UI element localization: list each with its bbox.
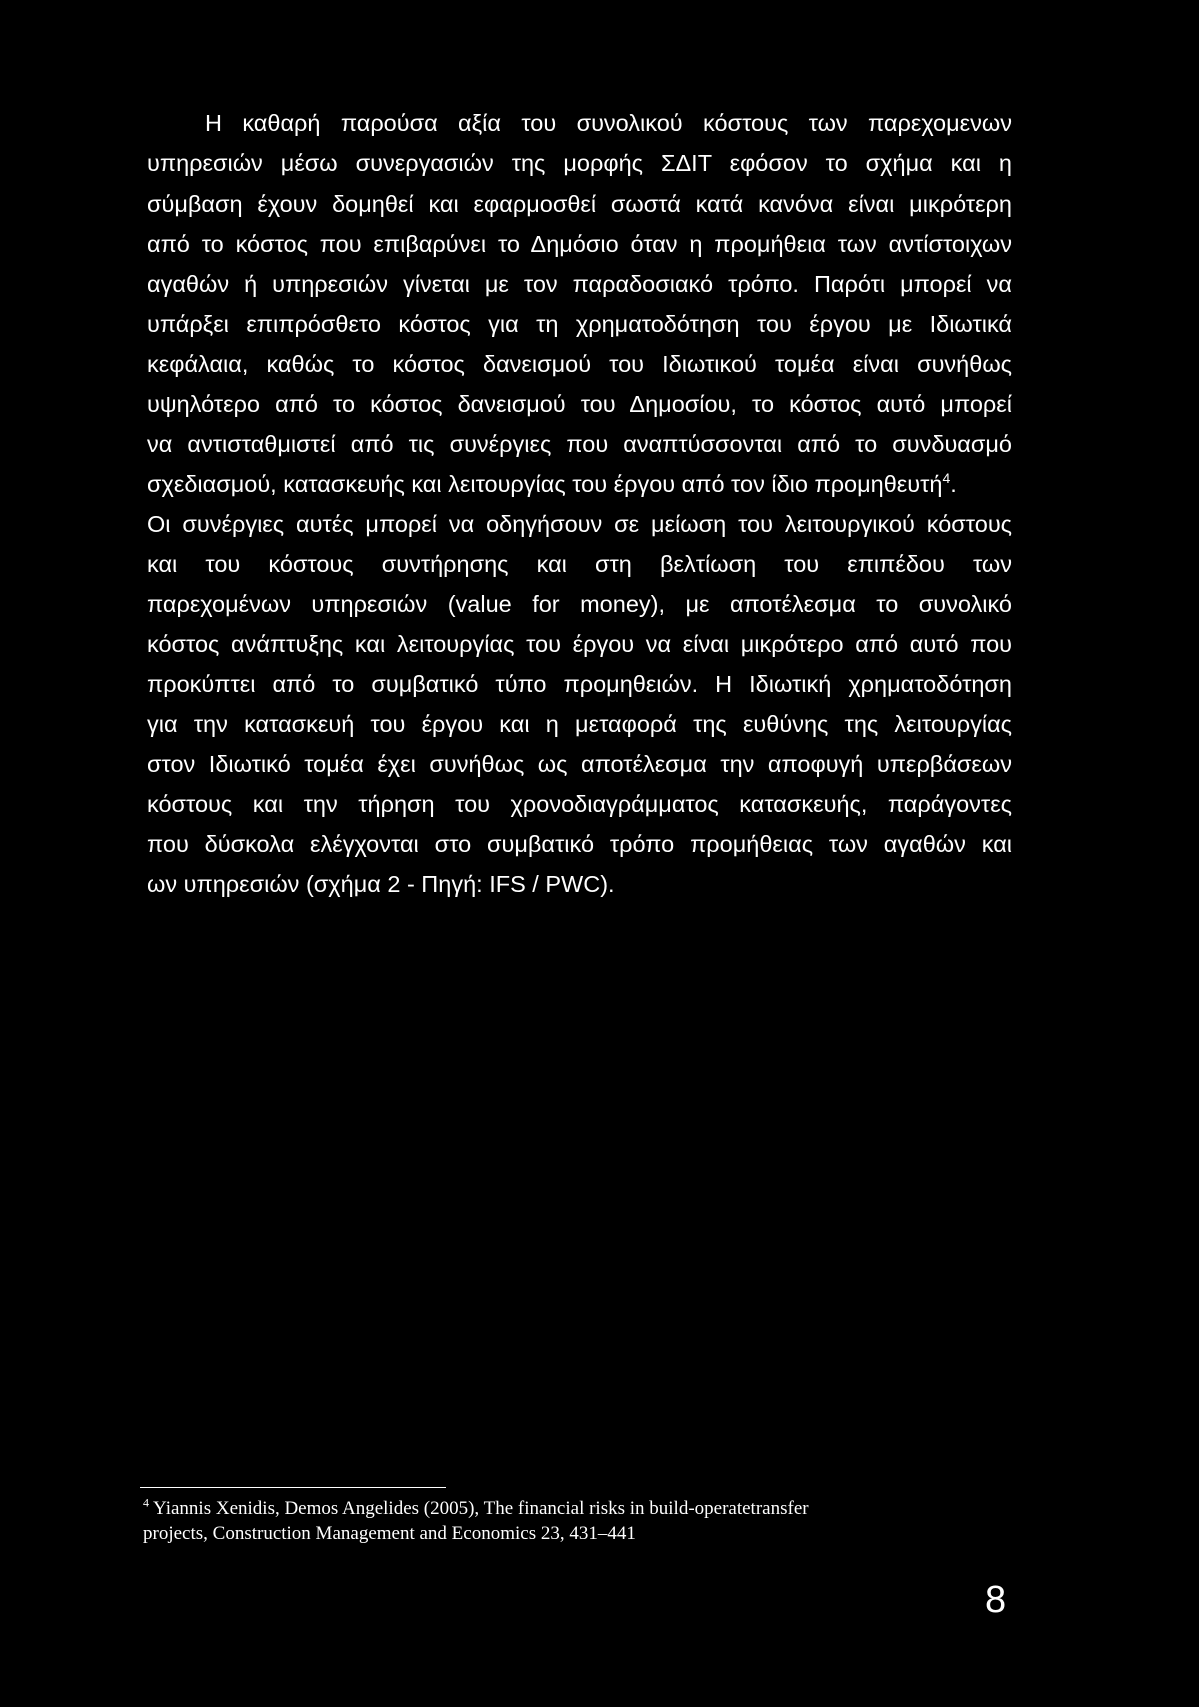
paragraph-line-10: [147, 466, 1012, 502]
paragraph-line-10-text: σχεδιασμού, κατασκευής και λειτουργίας του έργου από τον ίδιο προμηθευτή: [147, 471, 943, 497]
paragraph-line-8: υψηλότερο από το κόστος δανεισμού του Δημοσίου, το κόστος αυτό μπορεί: [147, 391, 1012, 417]
paragraph-line-3: σύμβαση έχουν δομηθεί και εφαρμοσθεί σωστά κατά κανόνα είναι μικρότερη: [147, 191, 1012, 217]
paragraph-line-20: ων υπηρεσιών (σχήμα 2 - Πηγή: IFS / PWC).: [147, 871, 615, 897]
footnote-reference-suffix: .: [950, 471, 957, 497]
paragraph-line-4: από το κόστος που επιβαρύνει το Δημόσιο όταν η προμήθεια των αντίστοιχων: [147, 231, 1012, 257]
page-number: 8: [985, 1579, 1007, 1621]
paragraph-line-7: κεφάλαια, καθώς το κόστος δανεισμού του Ιδιωτικού τομέα είναι συνήθως: [147, 351, 1012, 377]
paragraph-line-19: που δύσκολα ελέγχονται στο συμβατικό τρόπο προμήθειας των αγαθών και: [147, 831, 1012, 857]
footnote-line-2: projects, Construction Management and Economics 23, 431–441: [143, 1523, 636, 1544]
paragraph-line-6: υπάρξει επιπρόσθετο κόστος για τη χρηματοδότηση του έργου με Ιδιωτικά: [147, 311, 1012, 337]
paragraph-line-5: αγαθών ή υπηρεσιών γίνεται με τον παραδοσιακό τρόπο. Παρότι μπορεί να: [147, 271, 1012, 297]
paragraph-line-16: για την κατασκευή του έργου και η μεταφορά της ευθύνης της λειτουργίας: [147, 711, 1012, 737]
paragraph-line-9: να αντισταθμιστεί από τις συνέργιες που αναπτύσσονται από το συνδυασμό: [147, 431, 1012, 457]
footnote-line-1: [143, 1497, 1013, 1521]
paragraph-line-2: υπηρεσιών μέσω συνεργασιών της μορφής ΣΔΙΤ εφόσον το σχήμα και η: [147, 150, 1012, 176]
paragraph-line-1: Η καθαρή παρούσα αξία του συνολικού κόστους των παρεχομενων: [205, 110, 1012, 136]
footnote-number: 4: [143, 1495, 149, 1510]
paragraph-line-12: και του κόστους συντήρησης και στη βελτίωση του επιπέδου των: [147, 551, 1012, 577]
paragraph-line-15: προκύπτει από το συμβατικό τύπο προμηθειών. Η Ιδιωτική χρηματοδότηση: [147, 671, 1012, 697]
paragraph-line-17: στον Ιδιωτικό τομέα έχει συνήθως ως αποτέλεσμα την αποφυγή υπερβάσεων: [147, 751, 1012, 777]
paragraph-line-14: κόστος ανάπτυξης και λειτουργίας του έργου να είναι μικρότερο από αυτό που: [147, 631, 1012, 657]
footnote-reference[interactable]: 4: [942, 470, 951, 487]
paragraph-line-13: παρεχομένων υπηρεσιών (value for money), με αποτέλεσμα το συνολικό: [147, 591, 1012, 617]
footnote-separator: [140, 1487, 446, 1488]
footnote-text-1: Yiannis Xenidis, Demos Angelides (2005), The financial risks in build-operatetransfer: [153, 1498, 809, 1519]
paragraph-line-18: κόστους και την τήρηση του χρονοδιαγράμματος κατασκευής, παράγοντες: [147, 791, 1012, 817]
paragraph-line-11: Οι συνέργιες αυτές μπορεί να οδηγήσουν σε μείωση του λειτουργικού κόστους: [147, 511, 1012, 537]
